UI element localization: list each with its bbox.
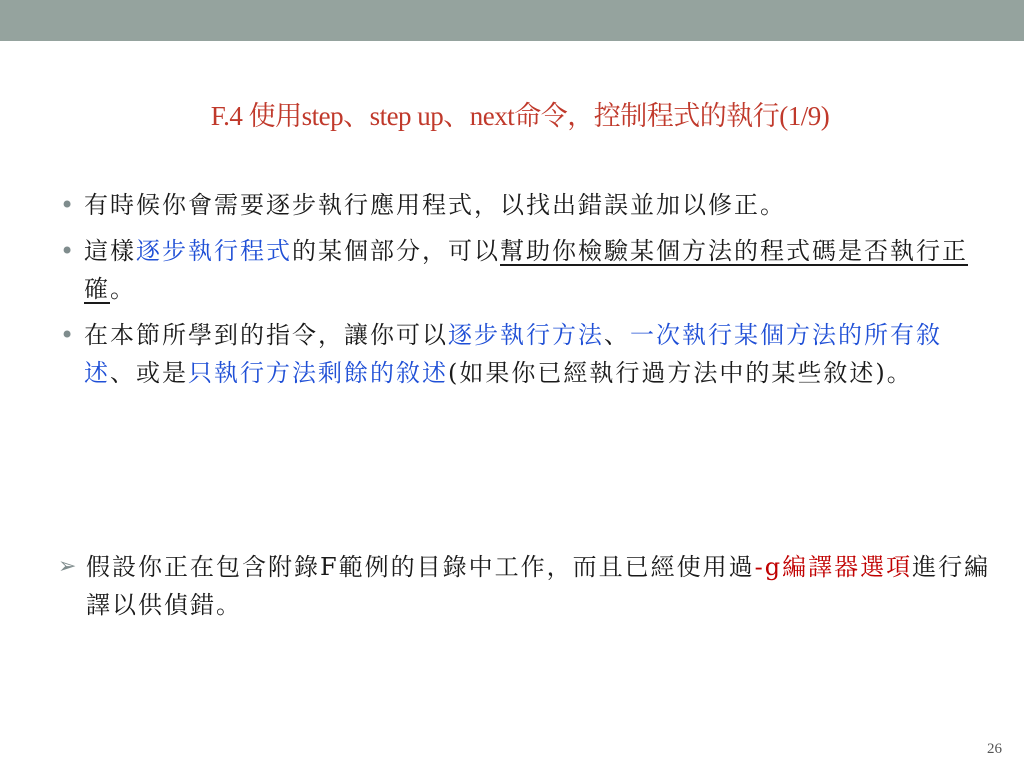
arrow-icon: ➢ xyxy=(58,554,79,579)
bullet-2-mid: 的某個部分，可以 xyxy=(292,237,500,265)
bullet-2-post: 。 xyxy=(110,275,136,303)
bullet-3-highlight-1: 逐步執行方法 xyxy=(448,321,604,349)
page-number: 26 xyxy=(987,741,1002,757)
sub-item-pre: 假設你正在包含附錄F範例的目錄中工作，而且已經使用過 xyxy=(86,553,755,581)
bullet-2-highlight: 逐步執行程式 xyxy=(136,237,292,265)
bullet-dot-icon: • xyxy=(60,237,77,265)
sub-item-post: 進行編譯以供偵錯。 xyxy=(86,553,991,619)
bullet-dot-icon: • xyxy=(60,191,77,219)
bullet-3-highlight-3: 只執行方法剩餘的敘述 xyxy=(188,359,448,387)
bullet-3-highlight-2: 一次執行某個方法的所有敘述 xyxy=(84,321,942,387)
bullet-3-sep-2: 、或是 xyxy=(110,359,188,387)
bullet-item-3 xyxy=(54,316,974,392)
bullet-1-text: 有時候你會需要逐步執行應用程式，以找出錯誤並加以修正。 xyxy=(84,191,786,219)
bullet-list xyxy=(54,186,974,400)
bullet-dot-icon: • xyxy=(60,321,77,349)
top-bar xyxy=(0,0,1024,41)
bullet-item-1 xyxy=(54,186,974,224)
bullet-item-2 xyxy=(54,232,974,308)
sub-item xyxy=(58,548,1006,624)
bullet-2-pre: 這樣 xyxy=(84,237,136,265)
bullet-3-pre: 在本節所學到的指令，讓你可以 xyxy=(84,321,448,349)
bullet-2-underlined: 幫助你檢驗某個方法的程式碼是否執行正確 xyxy=(84,237,968,303)
sub-item-highlight: -g編譯器選項 xyxy=(754,553,913,581)
slide-title: F.4 使用step、step up、next命令，控制程式的執行(1/9) xyxy=(210,101,830,131)
bullet-3-sep-1: 、 xyxy=(604,321,630,349)
bullet-3-post: (如果你已經執行過方法中的某些敘述)。 xyxy=(448,359,913,387)
